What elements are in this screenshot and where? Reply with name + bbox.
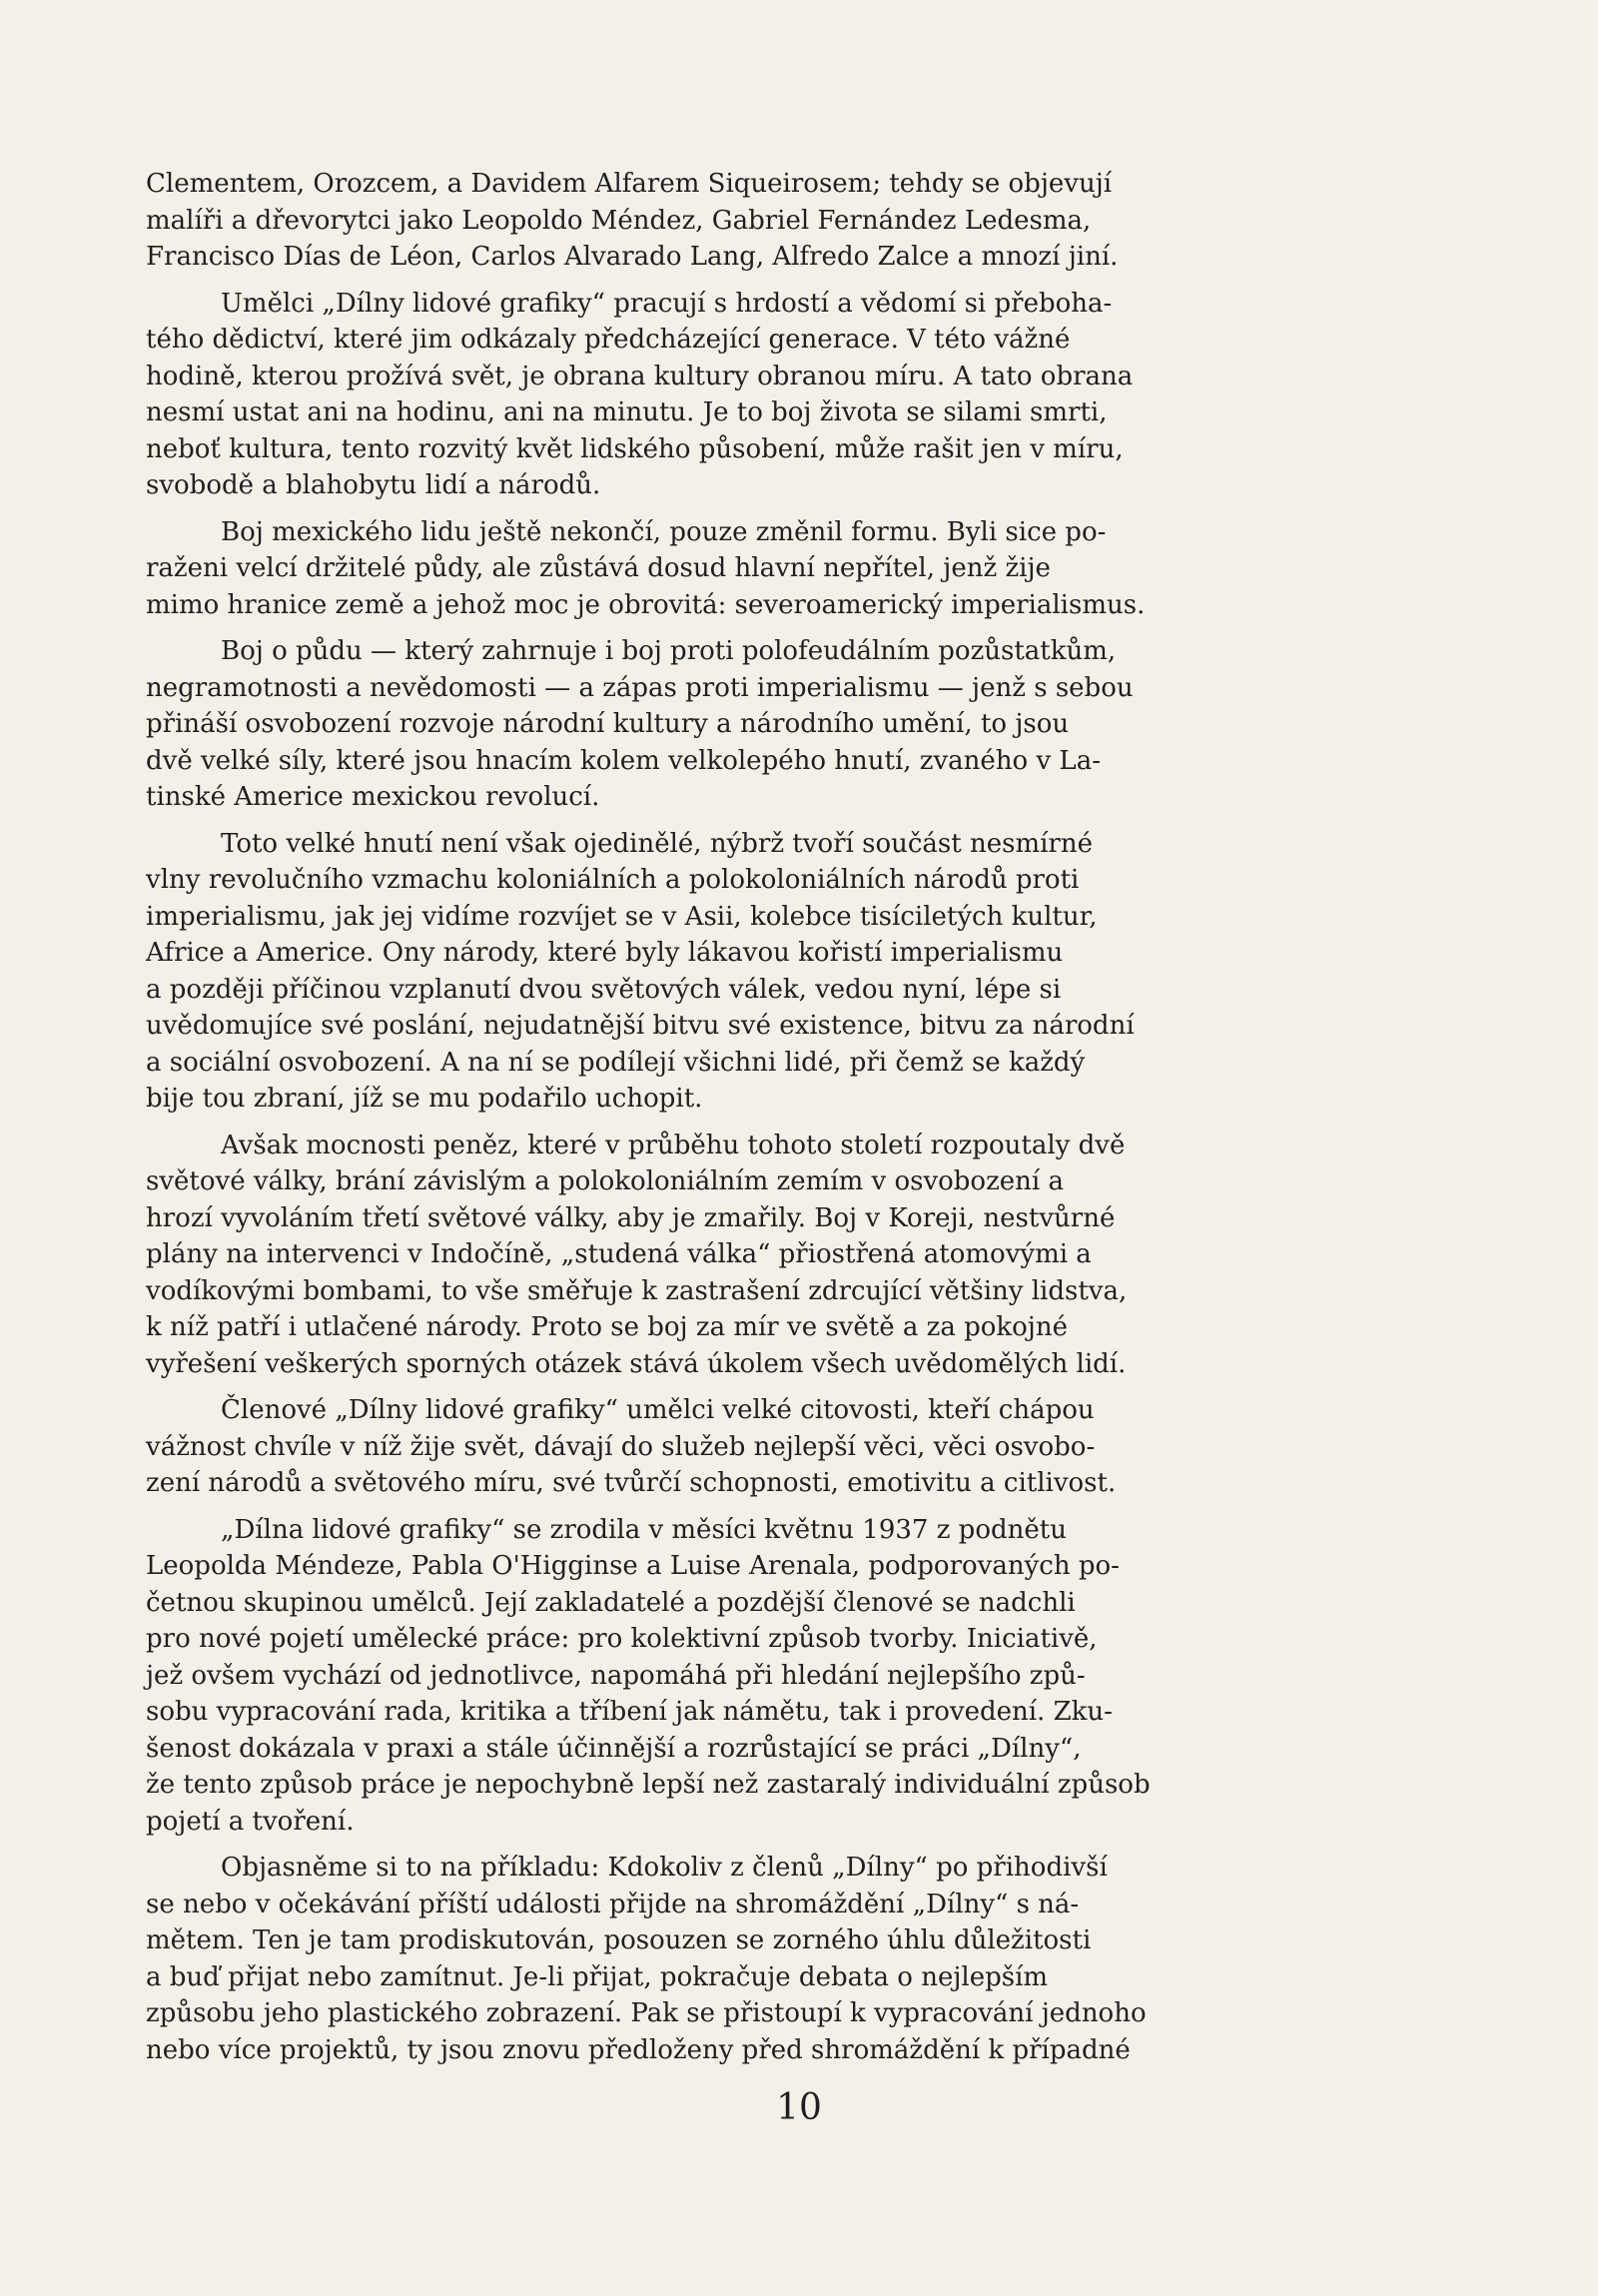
text-line: uvědomujíce své poslání, nejudatnější bitvu své existence, bitvu za národní bbox=[146, 1011, 1135, 1041]
text-line: Členové „Dílny lidové grafiky“ umělci velké citovosti, kteří chápou bbox=[221, 1395, 1095, 1425]
paragraph bbox=[146, 514, 1444, 624]
text-line: vyřešení veškerých sporných otázek stává úkolem všech uvědomělých lidí. bbox=[146, 1348, 1127, 1379]
text-line: dvě velké síly, které jsou hnacím kolem velkolepého hnutí, zvaného v La- bbox=[146, 745, 1101, 776]
text-line: vlny revolučního vzmachu koloniálních a polokoloniálních národů proti bbox=[146, 865, 1080, 895]
text-line: raženi velcí držitelé půdy, ale zůstává dosud hlavní nepřítel, jenž žije bbox=[146, 553, 1051, 583]
text-line: negramotnosti a nevědomosti — a zápas proti imperialismu — jenž s sebou bbox=[146, 672, 1134, 703]
paragraph bbox=[146, 166, 1444, 276]
text-line: tinské Americe mexickou revolucí. bbox=[146, 782, 600, 812]
text-line: Objasněme si to na příkladu: Kdokoliv z členů „Dílny“ po přihodivší bbox=[221, 1853, 1108, 1883]
text-line: hrozí vyvoláním třetí světové války, aby je zmařily. Boj v Koreji, nestvůrné bbox=[146, 1202, 1116, 1233]
text-line: Francisco Días de Léon, Carlos Alvarado Lang, Alfredo Zalce a mnozí jiní. bbox=[146, 242, 1119, 272]
text-line: Leopolda Méndeze, Pabla O'Higginse a Luise Arenala, podporovaných po- bbox=[146, 1551, 1120, 1581]
text-line: Boj mexického lidu ještě nekončí, pouze změnil formu. Byli sice po- bbox=[221, 516, 1107, 547]
text-line: vážnost chvíle v níž žije svět, dávají do služeb nejlepší věci, věci osvobo- bbox=[146, 1431, 1096, 1462]
text-line: hodině, kterou prožívá svět, je obrana kultury obranou míru. A tato obrana bbox=[146, 361, 1134, 391]
text-line: malíři a dřevorytci jako Leopoldo Méndez, Gabriel Fernández Ledesma, bbox=[146, 205, 1092, 236]
text-line: imperialismu, jak jej vidíme rozvíjet se v Asii, kolebce tisíciletých kultur, bbox=[146, 901, 1098, 932]
text-line: bije tou zbraní, jíž se mu podařilo uchopit. bbox=[146, 1084, 703, 1114]
text-line: pro nové pojetí umělecké práce: pro kolektivní způsob tvorby. Iniciativě, bbox=[146, 1624, 1098, 1654]
text-line: Clementem, Orozcem, a Davidem Alfarem Siqueirosem; tehdy se objevují bbox=[146, 169, 1113, 199]
text-line: sobu vypracování rada, kritika a tříbení jak námětu, tak i provedení. Zku- bbox=[146, 1697, 1113, 1727]
text-line: četnou skupinou umělců. Její zakladatelé a pozdější členové se nadchli bbox=[146, 1587, 1076, 1618]
page-number: 10 bbox=[776, 2087, 822, 2128]
text-line: přináší osvobození rozvoje národní kultury a národního umění, to jsou bbox=[146, 709, 1070, 739]
text-line: Africe a Americe. Ony národy, které byly lákavou kořistí imperialismu bbox=[146, 938, 1064, 968]
text-line: neboť kultura, tento rozvitý květ lidského působení, může rašit jen v míru, bbox=[146, 433, 1124, 464]
text-line: a později příčinou vzplanutí dvou světových válek, vedou nyní, lépe si bbox=[146, 974, 1062, 1005]
paragraph bbox=[146, 1392, 1444, 1502]
text-line: světové války, brání závislým a polokoloniálním zemím v osvobození a bbox=[146, 1166, 1064, 1196]
text-line: nesmí ustat ani na hodinu, ani na minutu. Je to boj života se silami smrti, bbox=[146, 397, 1108, 427]
text-line: k níž patří i utlačené národy. Proto se boj za mír ve světě a za pokojné bbox=[146, 1312, 1068, 1342]
text-line: se nebo v očekávání příští události přijde na shromáždění „Dílny“ s ná- bbox=[146, 1889, 1080, 1919]
text-line: jež ovšem vychází od jednotlivce, napomáhá při hledání nejlepšího způ- bbox=[146, 1660, 1086, 1691]
text-line: pojetí a tvoření. bbox=[146, 1806, 355, 1837]
text-line: tého dědictví, které jim odkázaly předcházející generace. V této vážné bbox=[146, 325, 1071, 355]
text-line: plány na intervenci v Indočíně, „studená válka“ přiostřená atomovými a bbox=[146, 1239, 1092, 1269]
text-line: nebo více projektů, ty jsou znovu předloženy před shromáždění k případné bbox=[146, 2034, 1131, 2065]
text-line: Toto velké hnutí není však ojedinělé, nýbrž tvoří součást nesmírné bbox=[221, 828, 1093, 859]
paragraph bbox=[146, 633, 1444, 816]
text-line: mimo hranice země a jehož moc je obrovitá: severoamerický imperialismus. bbox=[146, 589, 1146, 620]
text-line: Avšak mocnosti peněz, které v průběhu tohoto století rozpoutaly dvě bbox=[221, 1130, 1126, 1160]
paragraph bbox=[146, 1128, 1444, 1383]
text-line: a sociální osvobození. A na ní se podílejí všichni lidé, při čemž se každý bbox=[146, 1047, 1086, 1078]
paragraph bbox=[146, 1850, 1444, 2068]
text-line: „Dílna lidové grafiky“ se zrodila v měsíci květnu 1937 z podnětu bbox=[221, 1514, 1067, 1545]
text-line: že tento způsob práce je nepochybně lepší než zastaralý individuální způsob bbox=[146, 1770, 1151, 1800]
text-line: mětem. Ten je tam prodiskutován, posouzen se zorného úhlu důležitosti bbox=[146, 1925, 1092, 1955]
text-line: Boj o půdu — který zahrnuje i boj proti polofeudálním pozůstatkům, bbox=[221, 636, 1117, 666]
text-line: šenost dokázala v praxi a stále účinnější a rozrůstající se práci „Dílny“, bbox=[146, 1733, 1082, 1764]
paragraph bbox=[146, 1512, 1444, 1841]
text-line: zení národů a světového míru, své tvůrčí schopnosti, emotivitu a citlivost. bbox=[146, 1468, 1117, 1498]
text-line: a buď přijat nebo zamítnut. Je-li přijat, pokračuje debata o nejlepším bbox=[146, 1961, 1049, 1992]
paragraph bbox=[146, 826, 1444, 1118]
body-text bbox=[146, 166, 1444, 2078]
paragraph bbox=[146, 286, 1444, 504]
text-line: způsobu jeho plastického zobrazení. Pak se přistoupí k vypracování jednoho bbox=[146, 1998, 1147, 2028]
text-line: vodíkovými bombami, to vše směřuje k zastrašení zdrcující většiny lidstva, bbox=[146, 1275, 1128, 1306]
text-line: Umělci „Dílny lidové grafiky“ pracují s hrdostí a vědomí si přeboha- bbox=[221, 288, 1113, 319]
text-line: svobodě a blahobytu lidí a národů. bbox=[146, 470, 601, 500]
